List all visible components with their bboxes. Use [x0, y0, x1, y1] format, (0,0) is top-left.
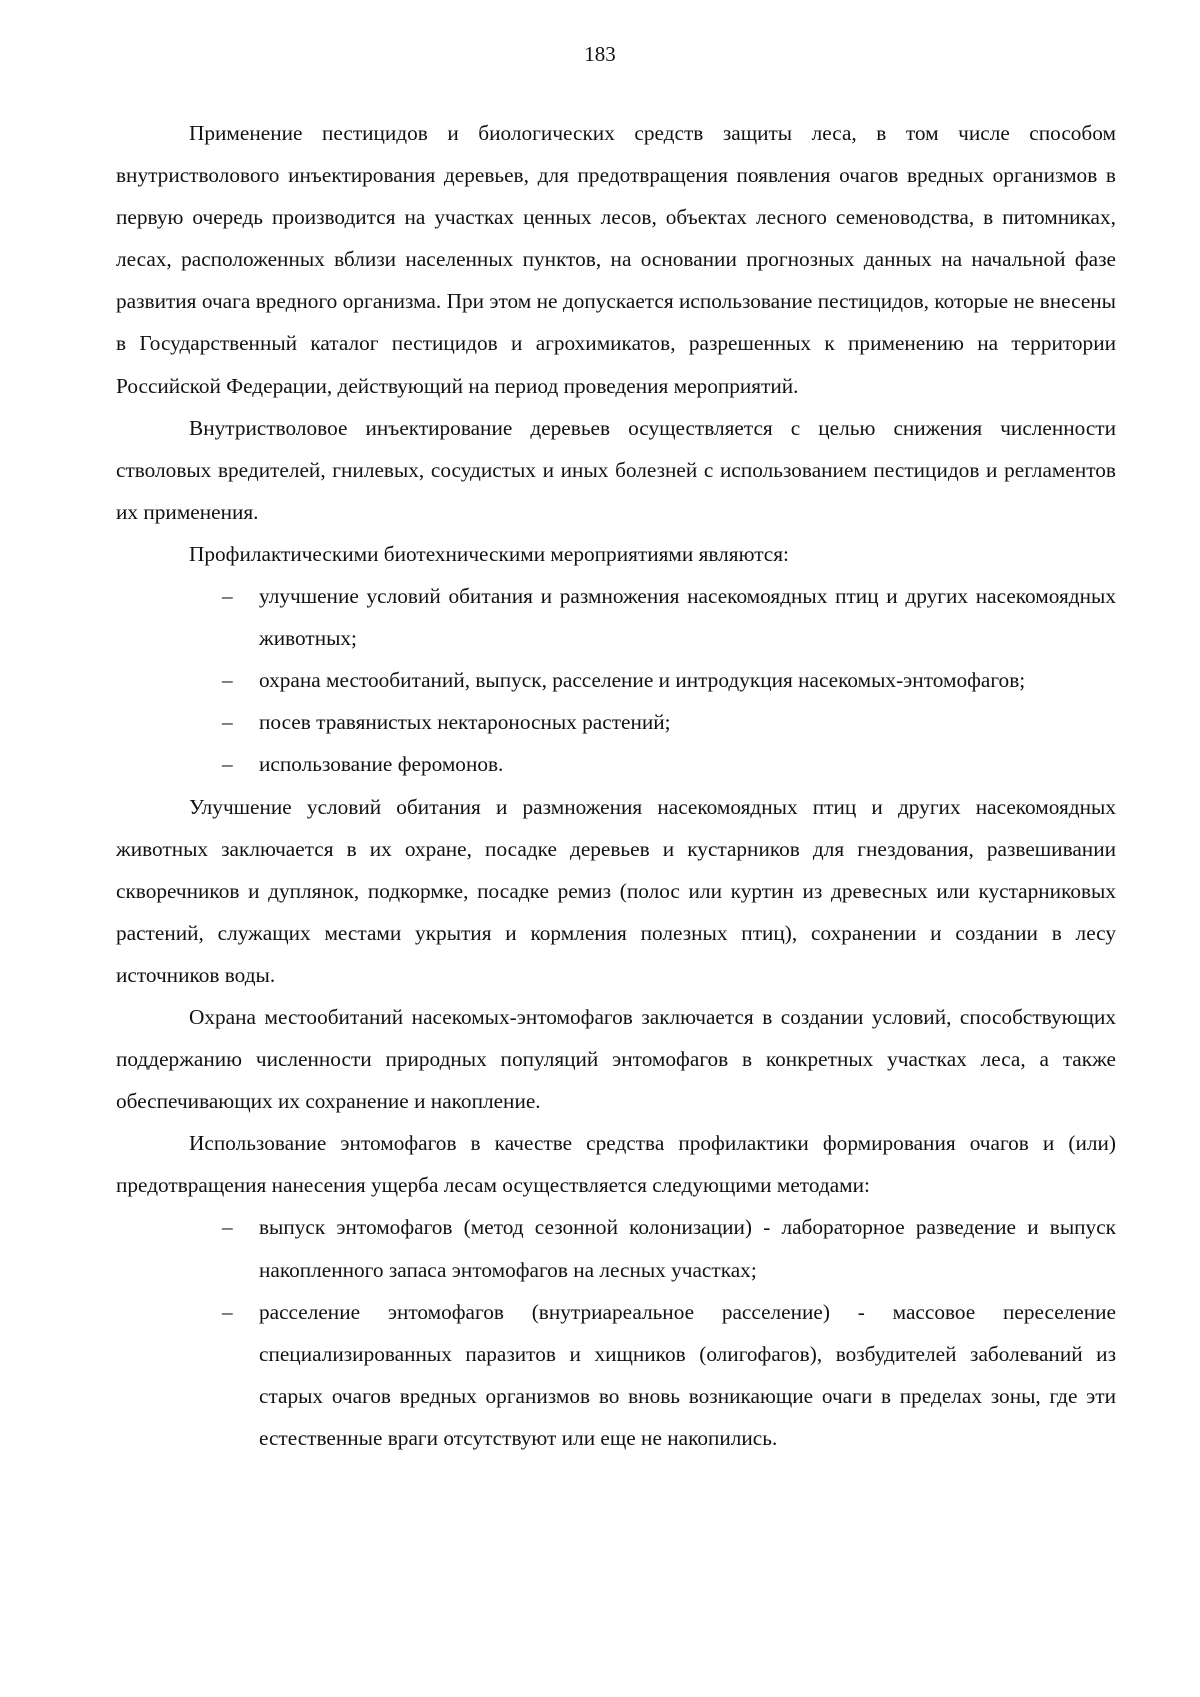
bullet-dash: – [222, 1299, 233, 1324]
bullet-dash: – [222, 710, 233, 735]
list-item-text: использование феромонов. [259, 752, 504, 777]
list-prophylactic-measures [116, 575, 1116, 785]
list-item [116, 659, 1116, 701]
list-item [116, 575, 1116, 659]
list-entomophage-methods [116, 1206, 1116, 1459]
list-item-text: охрана местообитаний, выпуск, расселение и интродукция насекомых-энтомофагов; [259, 668, 1026, 693]
list-item [116, 701, 1116, 743]
paragraph: Охрана местообитаний насекомых-энтомофагов заключается в создании условий, способствующих поддержанию численности природных популяций энтомофагов в конкретных участках леса, а также обеспечивающих их сохранение и накопление. [116, 1004, 1116, 1114]
list-item [116, 1291, 1116, 1459]
bullet-dash: – [222, 752, 233, 777]
paragraph: Применение пестицидов и биологических средств защиты леса, в том числе способом внутристволового инъектирования деревьев, для предотвращения появления очагов вредных организмов в первую очередь производится на участках ценных лесов, объектах лесного семеноводства, в питомниках, лесах, расположенных вблизи населенных пунктов, на основании прогнозных данных на начальной фазе развития очага вредного организма. При этом не допускается использование пестицидов, которые не внесены в Государственный каталог пестицидов и агрохимикатов, разрешенных к применению на территории Российской Федерации, действующий на период проведения мероприятий. [116, 121, 1116, 398]
page-number: 183 [584, 42, 616, 66]
paragraph: Внутристволовое инъектирование деревьев осуществляется с целью снижения численности стволовых вредителей, гнилевых, сосудистых и иных болезней с использованием пестицидов и регламентов их применения. [116, 415, 1116, 524]
list-item [116, 1206, 1116, 1290]
paragraph: Использование энтомофагов в качестве средства профилактики формирования очагов и (или) предотвращения нанесения ущерба лесам осуществляется следующими методами: [116, 1131, 1116, 1198]
bullet-dash: – [222, 668, 233, 693]
body-text [116, 112, 1116, 1459]
paragraph: Профилактическими биотехническими мероприятиями являются: [189, 541, 789, 566]
list-item-text: расселение энтомофагов (внутриареальное расселение) - массовое переселение специализированных паразитов и хищников (олигофагов), возбудителей заболеваний из старых очагов вредных организмов во вновь возникающие очаги в пределах зоны, где эти естественные враги отсутствуют или еще не накопились. [259, 1299, 1116, 1450]
list-item-text: посев травянистых нектароносных растений; [259, 710, 671, 735]
list-item-text: выпуск энтомофагов (метод сезонной колонизации) - лабораторное разведение и выпуск накопленного запаса энтомофагов на лесных участках; [259, 1215, 1116, 1282]
list-item-text: улучшение условий обитания и размножения насекомоядных птиц и других насекомоядных животных; [259, 584, 1116, 651]
bullet-dash: – [222, 1215, 233, 1240]
list-item [116, 743, 1116, 785]
bullet-dash: – [222, 584, 233, 609]
paragraph: Улучшение условий обитания и размножения насекомоядных птиц и других насекомоядных животных заключается в их охране, посадке деревьев и кустарников для гнездования, развешивании скворечников и дуплянок, подкормке, посадке ремиз (полос или куртин из древесных или кустарниковых растений, служащих местами укрытия и кормления полезных птиц), сохранении и создании в лесу источников воды. [116, 794, 1116, 987]
